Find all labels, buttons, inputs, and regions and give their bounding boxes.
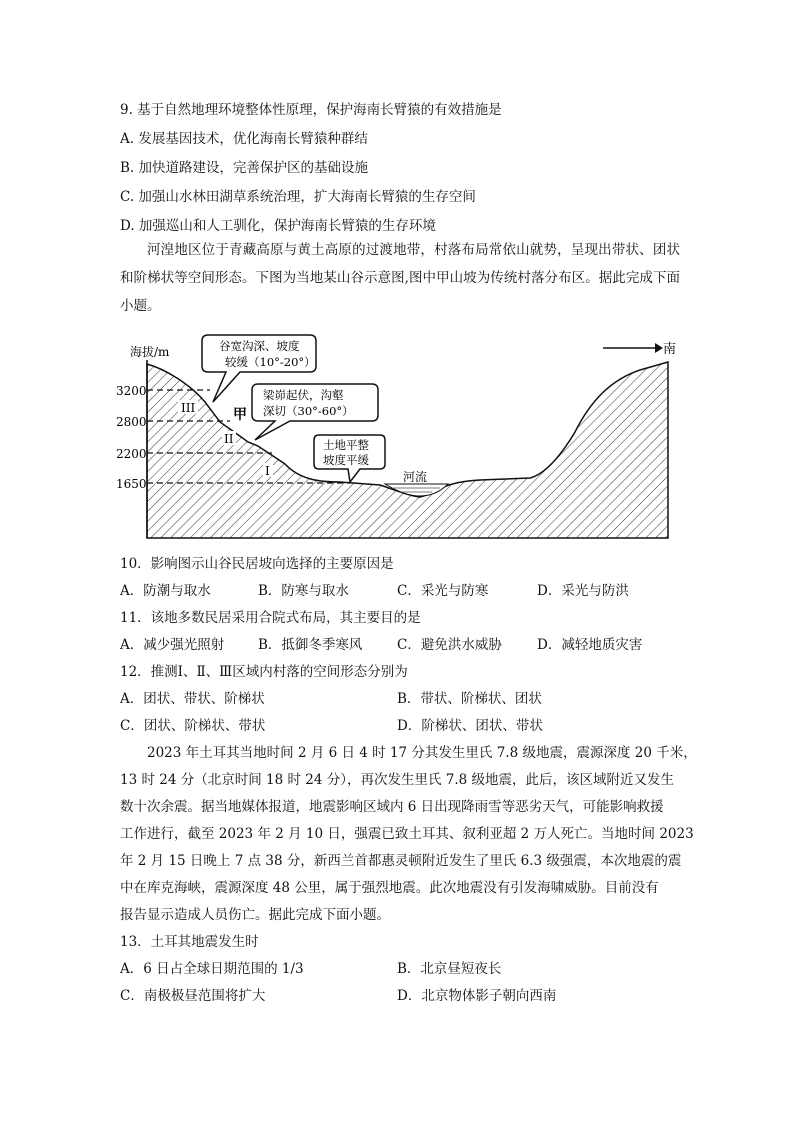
q12-option-c: C．团状、阶梯状、带状	[120, 718, 266, 734]
q13-option-b: B．北京昼短夜长	[397, 961, 502, 977]
q9-option-d: D. 加强巡山和人工驯化，保护海南长臂猿的生存环境	[120, 218, 436, 234]
q11-option-c: C．避免洪水威胁	[397, 637, 502, 653]
y-tick-3200: 3200	[116, 384, 147, 398]
q12-option-b: B．带状、阶梯状、团状	[397, 691, 542, 707]
q11-option-b: B．抵御冬季寒风	[258, 637, 363, 653]
callout-1-line1: 谷宽沟深、坡度	[219, 339, 300, 353]
zone-ii-label: II	[224, 432, 234, 446]
y-tick-2800: 2800	[116, 415, 147, 429]
q9-option-a: A. 发展基因技术，优化海南长臂猿种群结	[120, 131, 368, 147]
q10-option-c: C．采光与防寒	[397, 583, 489, 599]
q9-option-c: C. 加强山水林田湖草系统治理，扩大海南长臂猿的生存空间	[120, 189, 476, 205]
material-paragraph-1: 河湟地区位于青藏高原与黄土高原的过渡地带，村落布局常依山就势，呈现出带状、团状和阶梯状等空间形态。下图为当地某山谷示意图,图中甲山坡为传统村落分布区。据此完成下面小题。	[120, 242, 680, 314]
q13-stem: 13．土耳其地震发生时	[120, 934, 259, 950]
valley-diagram	[0, 322, 794, 557]
callout-1-line2: 较缓（10°-20°）	[225, 355, 316, 369]
material2-line-5: 年 2 月 15 日晚上 7 点 38 分，新西兰首都惠灵顿附近发生了里氏 6.3 级强震，本次地震的震	[120, 853, 682, 869]
q13-option-a: A．6 日占全球日期范围的 1/3	[120, 961, 304, 977]
slope-jia-label: 甲	[233, 407, 247, 423]
zone-iii-label: III	[181, 401, 196, 415]
q11-option-d: D．减轻地质灾害	[537, 637, 643, 653]
y-tick-1650: 1650	[116, 477, 147, 491]
q11-option-a: A．减少强光照射	[120, 637, 225, 653]
q10-option-d: D．采光与防洪	[537, 583, 629, 599]
q12-option-d: D．阶梯状、团状、带状	[397, 718, 543, 734]
q12-option-a: A．团状、带状、阶梯状	[120, 691, 265, 707]
callout-2-line2: 深切（30°-60°）	[263, 404, 354, 418]
q10-option-a: A．防潮与取水	[120, 583, 211, 599]
q9-stem: 9. 基于自然地理环境整体性原理，保护海南长臂猿的有效措施是	[120, 102, 502, 118]
direction-label: 南	[663, 342, 677, 357]
y-axis-label: 海拔/m	[130, 345, 170, 359]
callout-3-line1: 土地平整	[323, 438, 369, 452]
zone-i-label: I	[265, 464, 270, 478]
q10-stem: 10．影响图示山谷民居坡向选择的主要原因是	[120, 556, 394, 572]
q9-option-b: B. 加快道路建设，完善保护区的基础设施	[120, 160, 369, 176]
q10-option-b: B．防寒与取水	[258, 583, 349, 599]
material2-line-2: 13 时 24 分（北京时间 18 时 24 分），再次发生里氏 7.8 级地震，此后，该区域附近又发生	[120, 772, 675, 788]
material2-line-1: 2023 年土耳其当地时间 2 月 6 日 4 时 17 分其发生里氏 7.8 级地震，震源深度 20 千米，	[147, 745, 697, 761]
arrow-head-icon	[655, 343, 663, 353]
material2-line-6: 中在库克海峡，震源深度 48 公里，属于强烈地震。此次地震没有引发海啸威胁。目前没有	[120, 880, 659, 896]
q11-stem: 11．该地多数民居采用合院式布局，其主要目的是	[120, 610, 421, 626]
q12-stem: 12．推测Ⅰ、Ⅱ、Ⅲ区域内村落的空间形态分别为	[120, 664, 408, 680]
callout-3-line2: 坡度平缓	[323, 453, 369, 467]
material2-line-4: 工作进行，截至 2023 年 2 月 10 日，强震已致土耳其、叙利亚超 2 万人死亡。当地时间 2023	[120, 826, 694, 842]
material2-line-3: 数十次余震。据当地媒体报道，地震影响区域内 6 日出现降雨雪等恶劣天气，可能影响救援	[120, 799, 664, 815]
river-label: 河流	[403, 470, 428, 484]
callout-2-line1: 梁峁起伏，沟壑	[263, 388, 344, 402]
y-tick-2200: 2200	[116, 447, 147, 461]
q13-option-d: D．北京物体影子朝向西南	[397, 988, 557, 1004]
q13-option-c: C．南极极昼范围将扩大	[120, 988, 266, 1004]
material2-line-7: 报告显示造成人员伤亡。据此完成下面小题。	[120, 907, 390, 923]
